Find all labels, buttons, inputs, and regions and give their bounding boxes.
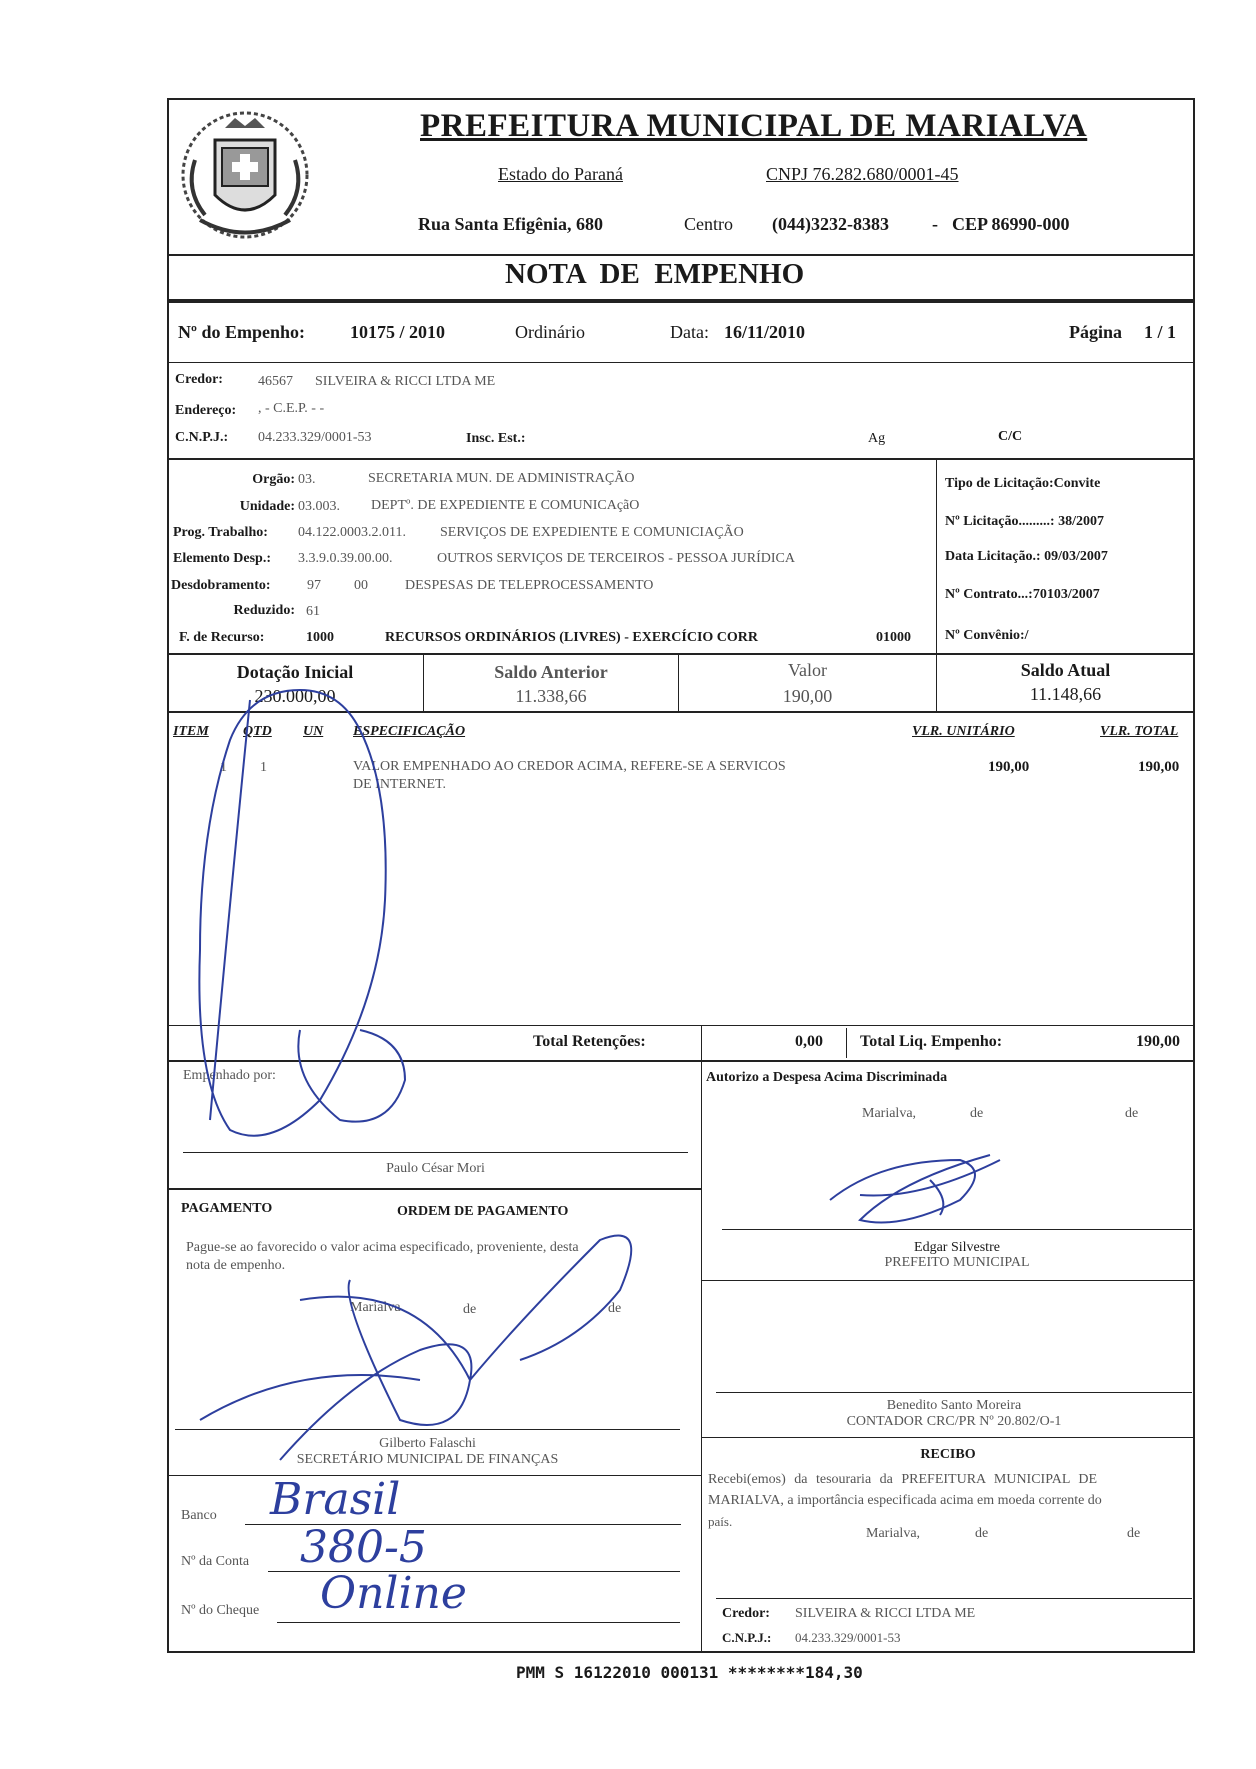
header-address: Rua Santa Efigênia, 680 [418, 214, 604, 234]
empenho-type: Ordinário [515, 322, 585, 342]
total-retencoes-value: 0,00 [795, 1033, 823, 1050]
credor-cnpj: 04.233.329/0001-53 [258, 430, 372, 445]
cnpj-label: C.N.P.J.: [175, 430, 229, 445]
empenho-date: 16/11/2010 [724, 322, 806, 342]
processing-stamp: PMM S 16122010 000131 ********184,30 [516, 1663, 863, 1682]
recibo-text-line2: MARIALVA, a importância especificada acima em moeda corrente do [708, 1493, 1102, 1508]
item-spec-line2: DE INTERNET. [353, 777, 447, 792]
cc-label: C/C [998, 429, 1023, 444]
credor-label: Credor: [175, 372, 223, 387]
recibo-credor-name: SILVEIRA & RICCI LTDA ME [795, 1606, 976, 1621]
ag-label: Ag [868, 431, 886, 446]
valor-label: Valor [788, 660, 827, 680]
contrato-number: Nº Contrato...:70103/2007 [945, 587, 1100, 602]
state-name: Estado do Paraná [498, 164, 623, 184]
item-total-value: 190,00 [1138, 759, 1180, 775]
col-qtd: QTD [243, 724, 272, 739]
recibo-text-line3: país. [708, 1514, 733, 1529]
autorizo-de2: de [1125, 1106, 1139, 1121]
signature-secretario [200, 1236, 631, 1460]
document-title: NOTA DE EMPENHO [505, 258, 805, 290]
prefeito-name: Edgar Silvestre [914, 1240, 1000, 1255]
ordem-pagamento-label: ORDEM DE PAGAMENTO [397, 1204, 569, 1219]
recibo-title: RECIBO [920, 1447, 976, 1462]
secretario-role: SECRETÁRIO MUNICIPAL DE FINANÇAS [296, 1452, 559, 1467]
recurso-desc: RECURSOS ORDINÁRIOS (LIVRES) - EXERCÍCIO CORR [385, 630, 758, 645]
contador-name: Benedito Santo Moreira [886, 1398, 1022, 1413]
page-number: 1 / 1 [1144, 322, 1177, 342]
unidade-label: Unidade: [239, 499, 295, 514]
convenio-number: Nº Convênio:/ [945, 628, 1029, 643]
credor-code: 46567 [258, 374, 293, 389]
secretario-name: Gilberto Falaschi [379, 1436, 476, 1451]
address-label: Endereço: [175, 403, 237, 418]
licitacao-numero: Nº Licitação.........: 38/2007 [945, 514, 1104, 529]
reduzido-label: Reduzido: [233, 603, 295, 618]
insc-est-label: Insc. Est.: [466, 431, 526, 446]
address-value: , - C.E.P. - - [258, 401, 325, 416]
banco-value: Brasil [270, 1474, 401, 1525]
empenhado-name: Paulo César Mori [386, 1161, 485, 1176]
prog-trabalho-desc: SERVIÇOS DE EXPEDIENTE E COMUNICIAÇÃO [440, 525, 744, 540]
credor-name: SILVEIRA & RICCI LTDA ME [315, 374, 496, 389]
elemento-label: Elemento Desp.: [173, 551, 271, 566]
page-label: Página [1069, 322, 1123, 342]
elemento-desc: OUTROS SERVIÇOS DE TERCEIROS - PESSOA JURÍDICA [437, 551, 796, 566]
recurso-code: 1000 [306, 630, 334, 645]
prefeito-role: PREFEITO MUNICIPAL [884, 1255, 1030, 1270]
col-spec: ESPECIFICAÇÃO [353, 724, 466, 739]
municipality-title: PREFEITURA MUNICIPAL DE MARIALVA [420, 108, 1088, 144]
signature-empenhado [298, 1030, 405, 1122]
recurso-number: 01000 [876, 630, 911, 645]
col-total-value: VLR. TOTAL [1100, 724, 1179, 739]
total-retencoes-label: Total Retenções: [533, 1033, 646, 1050]
empenho-number-label: Nº do Empenho: [178, 322, 305, 342]
prog-trabalho-code: 04.122.0003.2.011. [298, 525, 406, 540]
col-item: ITEM [173, 724, 209, 739]
total-liquido-value: 190,00 [1136, 1033, 1180, 1050]
licitacao-tipo: Tipo de Licitação:Convite [945, 476, 1101, 491]
cheque-value: Online [320, 1568, 467, 1619]
prog-trabalho-label: Prog. Trabalho: [173, 525, 268, 540]
pagamento-text-line2: nota de empenho. [186, 1258, 286, 1273]
pagamento-text-line1: Pague-se ao favorecido o valor acima especificado, proveniente, desta [186, 1240, 579, 1255]
licitacao-data: Data Licitação.: 09/03/2007 [945, 549, 1108, 564]
dotacao-value: 230.000,00 [254, 686, 336, 706]
saldo-atual-label: Saldo Atual [1020, 660, 1111, 680]
desdobramento-desc: DESPESAS DE TELEPROCESSAMENTO [405, 578, 654, 593]
col-unit-value: VLR. UNITÁRIO [912, 724, 1015, 739]
recibo-cnpj-label: C.N.P.J.: [722, 1630, 772, 1645]
recibo-de2: de [1127, 1526, 1141, 1541]
autorizo-label: Autorizo a Despesa Acima Discriminada [706, 1070, 948, 1085]
header-phone: (044)3232-8383 [772, 214, 889, 234]
dotacao-label: Dotação Inicial [236, 662, 354, 682]
pagamento-city: Marialva [350, 1300, 401, 1315]
item-number: 1 [220, 760, 227, 775]
autorizo-de1: de [970, 1106, 984, 1121]
header-cnpj: CNPJ 76.282.680/0001-45 [766, 164, 959, 184]
unidade-desc: DEPTº. DE EXPEDIENTE E COMUNICAçãO [371, 498, 640, 513]
total-liquido-label: Total Liq. Empenho: [860, 1033, 1003, 1050]
pagamento-de1: de [463, 1302, 477, 1317]
autorizo-city: Marialva, [862, 1106, 917, 1121]
saldo-atual-value: 11.148,66 [1029, 684, 1102, 704]
signature-stroke [210, 700, 250, 1120]
desdobramento-sub: 00 [354, 578, 368, 593]
conta-label: Nº da Conta [181, 1554, 250, 1569]
desdobramento-label: Desdobramento: [171, 578, 271, 593]
orgao-desc: SECRETARIA MUN. DE ADMINISTRAÇÃO [368, 471, 635, 486]
elemento-code: 3.3.9.0.39.00.00. [298, 551, 393, 566]
pagamento-label: PAGAMENTO [181, 1201, 273, 1216]
unidade-code: 03.003. [298, 499, 340, 514]
recibo-cnpj: 04.233.329/0001-53 [795, 1630, 901, 1645]
recibo-text-line1: Recebi(emos) da tesouraria da PREFEITURA MUNICIPAL DE [708, 1472, 1098, 1487]
recibo-credor-label: Credor: [722, 1606, 770, 1621]
recibo-de1: de [975, 1526, 989, 1541]
cheque-label: Nº do Cheque [181, 1603, 260, 1618]
reduzido-value: 61 [306, 604, 320, 619]
recurso-label: F. de Recurso: [179, 630, 265, 645]
signature-prefeito [830, 1155, 1000, 1223]
conta-value: 380-5 [300, 1522, 427, 1573]
item-spec-line1: VALOR EMPENHADO AO CREDOR ACIMA, REFERE-SE A SERVICOS [353, 759, 786, 774]
desdobramento-code: 97 [307, 578, 321, 593]
empenho-date-label: Data: [670, 322, 709, 342]
signature-large-loop [199, 690, 385, 1136]
empenhado-label: Empenhado por: [183, 1068, 276, 1083]
recibo-city: Marialva, [866, 1526, 921, 1541]
empenho-number: 10175 / 2010 [350, 322, 446, 342]
orgao-code: 03. [298, 472, 316, 487]
contador-role: CONTADOR CRC/PR Nº 20.802/O-1 [846, 1414, 1062, 1429]
saldo-anterior-label: Saldo Anterior [494, 662, 608, 682]
saldo-anterior-value: 11.338,66 [515, 686, 587, 706]
col-un: UN [303, 724, 324, 739]
pagamento-de2: de [608, 1301, 622, 1316]
header-cep: CEP 86990-000 [952, 214, 1070, 234]
valor-value: 190,00 [782, 686, 833, 706]
header-district: Centro [684, 214, 733, 234]
header-separator: - [932, 214, 938, 234]
item-qtd: 1 [260, 760, 267, 775]
item-unit-value: 190,00 [988, 759, 1030, 775]
banco-label: Banco [181, 1508, 217, 1523]
orgao-label: Orgão: [252, 472, 295, 487]
